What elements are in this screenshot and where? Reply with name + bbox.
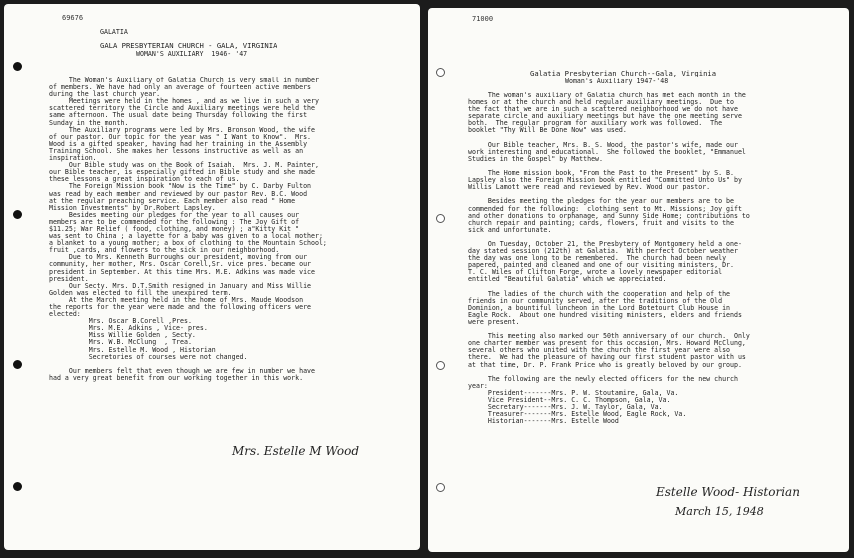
text-line: and other donations to orphanage, and Sunny Side Home; contributions to bbox=[468, 211, 750, 220]
right-document-page bbox=[428, 8, 849, 552]
text-line: several others who united with the church the first year were also bbox=[468, 346, 731, 355]
text-line: Historian-------Mrs. Estelle Wood bbox=[468, 417, 619, 426]
text-line: Mission Investments" by Dr.Robert Lapsley. bbox=[49, 203, 216, 212]
text-line: On Tuesday, October 21, the Presbytery of Montgomery held a one- bbox=[468, 239, 742, 248]
church-name: GALATIA bbox=[100, 29, 128, 36]
text-line: at the regular preaching service. Each member also read " Home bbox=[49, 196, 296, 205]
text-line: Our members felt that even though we are few in number we have bbox=[49, 366, 315, 375]
text-line: during the last church year. bbox=[49, 90, 161, 99]
text-line: these lessons a great inspiration to each of us. bbox=[49, 175, 240, 184]
signature-date: March 15, 1948 bbox=[675, 505, 764, 518]
text-line: separate circle and auxiliary meetings but have the one meeting serve bbox=[468, 112, 742, 121]
handwritten-signature: Mrs. Estelle M Wood bbox=[232, 444, 359, 458]
binder-hole bbox=[13, 360, 22, 369]
binder-hole bbox=[436, 483, 445, 492]
text-line: homes or at the church and held regular auxiliary meetings. Due to bbox=[468, 98, 734, 107]
binder-hole bbox=[13, 210, 22, 219]
binder-hole bbox=[436, 214, 445, 223]
text-line: our Bible teacher, is especially gifted in Bible study and she made bbox=[49, 168, 315, 177]
text-line: Sunday in the month. bbox=[49, 118, 129, 127]
left-document-page bbox=[4, 4, 420, 550]
text-line: had a very great benefit from our working together in this work. bbox=[49, 373, 304, 382]
text-line: of members. We have had only an average of fourteen active members bbox=[49, 83, 312, 92]
text-line: Due to Mrs. Kenneth Burroughs our president, moving from our bbox=[49, 253, 308, 262]
document-title: GALA PRESBYTERIAN CHURCH - GALA, VIRGINIA bbox=[100, 42, 278, 50]
text-line: commended for the following: clothing sent to Mt. Missions; Joy gift bbox=[468, 204, 742, 213]
text-line: sick and unfortunate. bbox=[468, 225, 552, 234]
text-line: Vice President--Mrs. C. C. Thompson, Gala, Va. bbox=[468, 396, 671, 405]
text-line: The Home mission book, "From the Past to the Present" by S. B. bbox=[468, 169, 734, 178]
text-line: This meeting also marked our 50th anniversary of our church. Only bbox=[468, 332, 750, 341]
text-line: booklet "Thy Will Be Done Now" was used. bbox=[468, 126, 627, 135]
text-line: fruit ,cards, and flowers to the sick in our neighborhood. bbox=[49, 246, 280, 255]
text-line: Our Bible teacher, Mrs. B. S. Wood, the pastor's wife, made our bbox=[468, 140, 738, 149]
report-body bbox=[49, 77, 419, 382]
text-line: $11.25; War Relief ( food, clothing, and money) ; a"Kitty Kit " bbox=[49, 224, 300, 233]
text-line: Mrs. Oscar B.Corell ,Pres. bbox=[49, 317, 192, 326]
text-line: Wood is a gifted speaker, having had her training in the Assembly bbox=[49, 139, 308, 148]
text-line: Treasurer-------Mrs. Estelle Wood, Eagle Rock, Va. bbox=[468, 410, 687, 419]
text-line: The Foreign Mission book "Now is the Time" by C. Darby Fulton bbox=[49, 182, 312, 191]
text-line: one charter member was present for this occasion, Mrs. Howard McClung, bbox=[468, 339, 746, 348]
text-line: inspiration. bbox=[49, 154, 97, 163]
text-line: the fact that we are in such a scattered neighborhood we do not have bbox=[468, 105, 738, 114]
text-line: Secretories of courses were not changed. bbox=[49, 352, 248, 361]
text-line: friends in our community served, after the traditions of the Old bbox=[468, 296, 723, 305]
text-line: same afternoon. The usual date being Thursday following the first bbox=[49, 111, 308, 120]
text-line: was sent to China ; a layette for a baby was given to a local mother; bbox=[49, 232, 323, 241]
text-line: a blanket to a young mother; a box of clothing to the Mountain School; bbox=[49, 239, 327, 248]
text-line: Our Secty. Mrs. D.T.Smith resigned in January and Miss Willie bbox=[49, 281, 312, 290]
text-line: Besides meeting our pledges for the year to all causes our bbox=[49, 210, 300, 219]
text-line: there. We had the pleasure of having our first student pastor with us bbox=[468, 353, 746, 362]
text-line: Training School. She makes her lessons instructive as well as an bbox=[49, 146, 304, 155]
text-line: Golden was elected to fill the unexpired term. bbox=[49, 288, 232, 297]
text-line: were present. bbox=[468, 318, 520, 326]
text-line: church repair and painting; cards, flowers, fruit and visits to the bbox=[468, 218, 734, 227]
text-line: elected: bbox=[49, 310, 81, 319]
text-line: year: bbox=[468, 381, 488, 390]
text-line: President-------Mrs. P. W. Stoutamire, Gala, Va. bbox=[468, 388, 679, 397]
text-line: Mrs. M.E. Adkins , Vice- pres. bbox=[49, 324, 208, 333]
handwritten-signature: Estelle Wood- Historian bbox=[656, 485, 800, 499]
text-line: members are to be commended for the following : The Joy Gift of bbox=[49, 217, 300, 226]
text-line: At the March meeting held in the home of Mrs. Maude Woodson bbox=[49, 295, 304, 304]
text-line: president in September. At this time Mrs. M.E. Adkins was made vice bbox=[49, 267, 315, 276]
text-line: was read by each member and reviewed by our pastor Rev. B.C. Wood bbox=[49, 189, 308, 198]
document-subtitle: Woman's Auxiliary 1947-'48 bbox=[565, 78, 669, 85]
text-line: Secretary-------Mrs. J. W. Taylor, Gala, Va. bbox=[468, 403, 663, 412]
page-number: 69676 bbox=[62, 14, 84, 22]
text-line: papered, painted and cleaned and one of our visiting ministers, Dr. bbox=[468, 261, 734, 270]
text-line: both. The regular program for auxiliary work was followed. The bbox=[468, 119, 723, 128]
text-line: Mrs. W.B. McClung , Trea. bbox=[49, 338, 192, 347]
text-line: Our Bible study was on the Book of Isaiah. Mrs. J. M. Painter, bbox=[49, 161, 319, 170]
text-line: The woman's auxiliary of Galatia church has met each month in the bbox=[468, 92, 746, 99]
binder-hole bbox=[436, 361, 445, 370]
text-line: president. bbox=[49, 274, 89, 283]
text-line: T. C. Wiles of Clifton Forge, wrote a lovely newspaper editorial bbox=[468, 268, 723, 277]
binder-hole bbox=[13, 482, 22, 491]
report-body bbox=[468, 92, 846, 425]
text-line: Meetings were held in the homes , and as we live in such a very bbox=[49, 97, 319, 106]
text-line: Willis Lamott were read and reviewed by Rev. Wood our pastor. bbox=[468, 183, 711, 192]
text-line: Mrs. Estelle M. Wood , Historian bbox=[49, 345, 216, 354]
text-line: day stated session (212th) at Galatia. With perfect October weather bbox=[468, 247, 738, 256]
text-line: of our pastor. Our topic for the year was " I Want to Know". Mrs. bbox=[49, 132, 312, 141]
text-line: The ladies of the church with the cooperation and help of the bbox=[468, 289, 731, 298]
text-line: Lapsley also the Foreign Mission book entitled "Committed Unto Us" by bbox=[468, 176, 742, 185]
document-title: Galatia Presbyterian Church--Gala, Virginia bbox=[530, 70, 717, 78]
text-line: The Woman's Auxiliary of Galatia Church is very small in number bbox=[49, 77, 319, 84]
text-line: The following are the newly elected officers for the new church bbox=[468, 374, 738, 383]
text-line: community, her mother, Mrs. Oscar Corell,Sr. vice pres. became our bbox=[49, 260, 312, 269]
binder-hole bbox=[13, 62, 22, 71]
document-subtitle: WOMAN'S AUXILIARY 1946- '47 bbox=[136, 51, 248, 58]
page-number: 71000 bbox=[472, 15, 494, 23]
text-line: work interesting and educational. She followed the booklet, "Emmanuel bbox=[468, 147, 746, 156]
text-line: the reports for the year were made and the following officers were bbox=[49, 303, 312, 311]
text-line: Studies in the Gospel" by Matthew. bbox=[468, 154, 603, 163]
text-line: Eagle Rock. About one hundred visiting ministers, elders and friends bbox=[468, 310, 742, 319]
text-line: Besides meeting the pledges for the year our members are to be bbox=[468, 197, 734, 206]
text-line: the day was one long to be remembered. The church had been newly bbox=[468, 254, 727, 263]
text-line: scattered territory the Circle and Auxiliary meetings were held the bbox=[49, 104, 315, 113]
text-line: Miss Willie Golden , Secty. bbox=[49, 331, 196, 340]
text-line: The Auxiliary programs were led by Mrs. Bronson Wood, the wife bbox=[49, 125, 315, 134]
text-line: entitled "Beautiful Galatia" which we appreciated. bbox=[468, 275, 667, 284]
text-line: Dominion, a bountiful luncheon in the Lord Botetourt Club House in bbox=[468, 303, 731, 312]
binder-hole bbox=[436, 68, 445, 77]
text-line: at that time, Dr. P. Frank Price who is greatly beloved by our group. bbox=[468, 360, 742, 369]
